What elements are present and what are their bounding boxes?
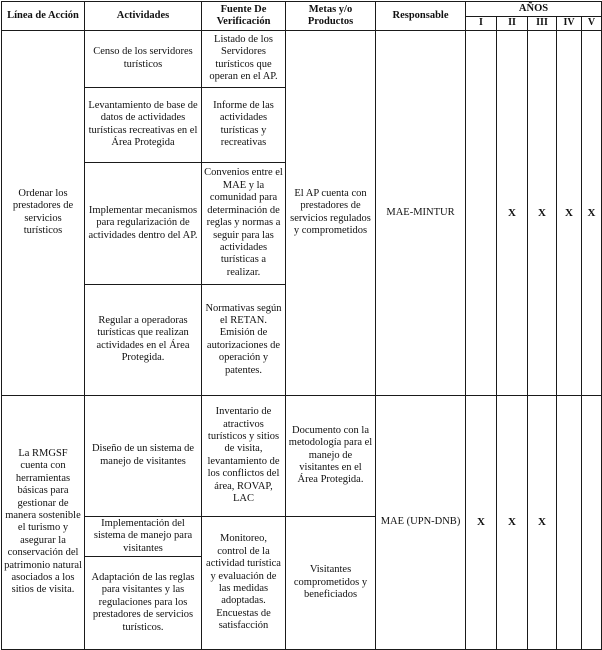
header-anos: AÑOS: [466, 2, 602, 17]
fuente-cell: Listado de los Servidores turísticos que operan en el AP.: [202, 30, 286, 87]
year-mark-cell: X: [528, 30, 557, 395]
actividad-cell: Diseño de un sistema de manejo de visitantes: [85, 395, 202, 516]
responsable-cell: MAE-MINTUR: [376, 30, 466, 395]
year-mark-cell: X: [557, 30, 582, 395]
fuente-cell: Convenios entre el MAE y la comunidad para determinación de reglas y normas a seguir para las actividades turísticas a realizar.: [202, 162, 286, 284]
action-plan-table: [1, 1, 602, 650]
actividad-cell: Adaptación de las reglas para visitantes y las regulaciones para los prestadores de servicios turísticos.: [85, 557, 202, 650]
responsable-cell: MAE (UPN-DNB): [376, 395, 466, 649]
year-mark-cell: [582, 395, 602, 649]
year-mark-cell: [466, 30, 497, 395]
year-mark-cell: X: [582, 30, 602, 395]
header-actividades: Actividades: [85, 2, 202, 31]
actividad-cell: Regular a operadoras turísticas que realizan actividades en el Área Protegida.: [85, 284, 202, 395]
year-mark-cell: [557, 395, 582, 649]
header-metas-productos: Metas y/o Productos: [286, 2, 376, 31]
year-mark-cell: X: [497, 395, 528, 649]
year-mark-cell: X: [466, 395, 497, 649]
header-year-2: II: [497, 17, 528, 30]
year-mark-cell: X: [497, 30, 528, 395]
header-responsable: Responsable: [376, 2, 466, 31]
linea-de-accion-cell: Ordenar los prestadores de servicios turísticos: [2, 30, 85, 395]
fuente-cell: Informe de las actividades turísticas y recreativas: [202, 87, 286, 162]
metas-cell: Documento con la metodología para el manejo de visitantes en el Área Protegida.: [286, 395, 376, 516]
header-year-3: III: [528, 17, 557, 30]
header-year-4: IV: [557, 17, 582, 30]
actividad-cell: Levantamiento de base de datos de actividades turísticas recreativas en el Área Protegida: [85, 87, 202, 162]
header-year-5: V: [582, 17, 602, 30]
header-year-1: I: [466, 17, 497, 30]
header-linea-de-accion: Línea de Acción: [2, 2, 85, 31]
fuente-cell: Normativas según el RETAN. Emisión de autorizaciones de operación y patentes.: [202, 284, 286, 395]
linea-de-accion-cell: La RMGSF cuenta con herramientas básicas para gestionar de manera sostenible el turismo y asegurar la conservación del patrimonio natural asociados a los sitios de visita.: [2, 395, 85, 649]
actividad-cell: Censo de los servidores turísticos: [85, 30, 202, 87]
table-row: [2, 395, 602, 516]
fuente-cell: Inventario de atractivos turísticos y sitios de visita, levantamiento de los conflictos del área, ROVAP, LAC: [202, 395, 286, 516]
fuente-cell: Monitoreo, control de la actividad turística y evaluación de las medidas adoptadas. Encuestas de satisfacción: [202, 516, 286, 649]
header-fuente-de-verificacion: Fuente De Verificación: [202, 2, 286, 31]
actividad-cell: Implementación del sistema de manejo para visitantes: [85, 516, 202, 556]
actividad-cell: Implementar mecanismos para regularización de actividades dentro del AP.: [85, 162, 202, 284]
metas-cell: Visitantes comprometidos y beneficiados: [286, 516, 376, 649]
metas-cell: El AP cuenta con prestadores de servicios regulados y comprometidos: [286, 30, 376, 395]
table-row: [2, 30, 602, 87]
year-mark-cell: X: [528, 395, 557, 649]
